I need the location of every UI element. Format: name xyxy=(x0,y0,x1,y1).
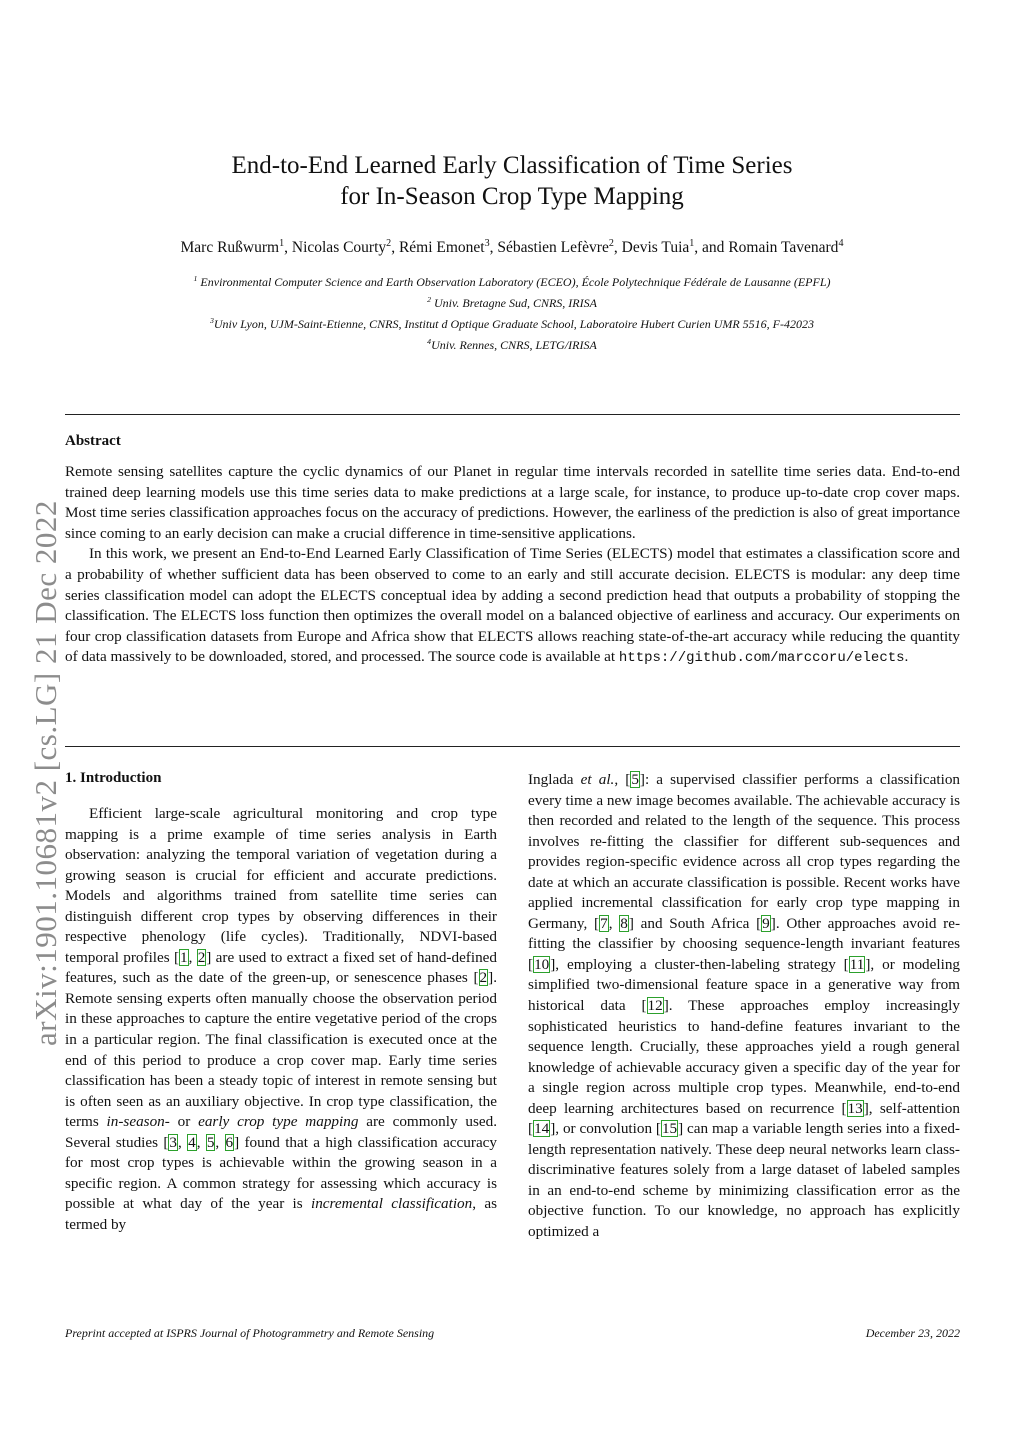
emphasized-text: early crop type mapping xyxy=(198,1113,359,1131)
affiliation-line xyxy=(0,312,1024,333)
affiliation-number: 4 xyxy=(427,337,432,346)
abstract-paragraph-2-text: In this work, we present an End-to-End Learned Early Classification of Time Series (ELECTS) model that estimates a classification score and a probability of whether sufficient data has been observed to come to an early and still accurate decision. ELECTS is modular: any deep time series classification model can adopt the ELECTS conceptual idea by adding a second prediction head that outputs a probability of stopping the classification. The ELECTS loss function then optimizes the overall model on a balanced objective of earliness and accuracy. Our experiments on four crop classification datasets from Europe and Africa show that ELECTS allows reaching state-of-the-art accuracy while reducing the quantity of data massively to be downloaded, stored, and processed. The source code is available at xyxy=(65,545,960,666)
citation-link[interactable]: 13 xyxy=(847,1099,863,1117)
body-text: ], or convolution [ xyxy=(550,1120,661,1138)
bottom-rule xyxy=(65,746,960,747)
body-text: ] can map a variable length series into a fixed-length representation natively. These deep neural networks learn class-discriminative features solely from a large dataset of labeled samples in an end-to-end scheme by minimizing classification error as the objective function. To our knowledge, no approach has explicitly optimized a xyxy=(528,1120,960,1241)
citation-link[interactable]: 1 xyxy=(180,948,188,966)
affiliation-text: Univ. Rennes, CNRS, LETG/IRISA xyxy=(431,338,597,352)
author-name: Devis Tuia xyxy=(621,239,690,257)
body-text: ]. These approaches employ increasingly sophisticated heuristics to hand-define features invariant to the sequence length. Crucially, these approaches yield a rough general knowledge of achievable accuracy given a specific day of the year for a single region across multiple crop types. Meanwhile, end-to-end deep learning architectures based on recurrence [ xyxy=(528,997,960,1117)
body-text: are commonly used. Several studies [ xyxy=(65,1113,497,1151)
author-affiliation-mark: 2 xyxy=(608,238,614,249)
body-text: , xyxy=(188,948,197,966)
citation-link[interactable]: 11 xyxy=(849,955,865,973)
arxiv-stamp: arXiv:1901.10681v2 [cs.LG] 21 Dec 2022 xyxy=(28,500,63,1046)
emphasized-text: et al. xyxy=(580,771,615,788)
section-heading-introduction: 1. Introduction xyxy=(65,770,162,786)
author-separator: , and xyxy=(694,239,729,257)
author-name: Romain Tavenard xyxy=(728,239,839,257)
author-affiliation-mark: 4 xyxy=(838,238,844,249)
citation-link[interactable]: 2 xyxy=(479,969,488,987)
citation-link[interactable]: 14 xyxy=(534,1120,550,1138)
abstract-paragraph-1: Remote sensing satellites capture the cyclic dynamics of our Planet in regular time intervals recorded in satellite time series data. End-to-end trained deep learning models use this time series data to make predictions at a large scale, for instance, to produce up-to-date crop cover maps. Most time series classification approaches focus on the accuracy of predictions. However, the earliness of the prediction is also of great importance since coming to an early decision can make a crucial difference in time-sensitive applications. xyxy=(65,463,960,542)
body-text: ] and South Africa [ xyxy=(628,914,762,932)
affiliation-list xyxy=(0,270,1024,354)
top-rule xyxy=(65,414,960,415)
citation-link[interactable]: 2 xyxy=(197,948,206,966)
body-text: ]: a supervised classifier performs a classification every time a new image becomes available. The achievable accuracy is then recorded and related to the length of the sequence. This process involves re-fitting the classifier for different sub-sequences and provides region-specific evidence across all crop types regarding the date at which an accurate classification is possible. Recent works have applied incremental classification for early crop type mapping in Germany, [ xyxy=(528,771,961,932)
author-name: Nicolas Courty xyxy=(291,239,387,257)
author-list xyxy=(0,238,1024,257)
affiliation-line xyxy=(0,333,1024,354)
body-text: Inglada xyxy=(528,771,581,788)
affiliation-text: Environmental Computer Science and Earth Observation Laboratory (ECEO), École Polytechnique Fédérale de Lausanne (EPFL) xyxy=(197,275,831,289)
body-text: ] found that a high classification accuracy for most crop types is achievable within the growing season in a specific region. A common strategy for assessing which accuracy is possible at what day of the year is xyxy=(65,1133,498,1213)
author-name: Sébastien Lefèvre xyxy=(497,239,609,257)
author-separator: , xyxy=(284,239,292,257)
paper-title xyxy=(0,150,1024,212)
citation-link[interactable]: 10 xyxy=(534,955,550,973)
abstract-body xyxy=(65,462,960,669)
affiliation-number: 2 xyxy=(427,295,431,304)
citation-link[interactable]: 3 xyxy=(169,1133,177,1151)
author-name: Marc Rußwurm xyxy=(180,239,280,257)
emphasized-text: in-season- xyxy=(106,1113,170,1131)
body-text: ]. Remote sensing experts often manually choose the observation period in these approaches to capture the entire vegetative period of the crops in a particular region. The final classification is executed once at the end of this period to produce a crop cover map. Early time series classification has been a steady topic of interest in remote sensing but is often seen as an auxiliary objective. In crop type classification, the terms xyxy=(65,969,497,1131)
author-separator: , xyxy=(613,239,622,257)
body-text: ] are used to extract a fixed set of hand-defined features, such as the date of the green-up, or senescence phases [ xyxy=(65,948,498,987)
left-column-text xyxy=(65,804,497,1235)
citation-link[interactable]: 4 xyxy=(188,1133,196,1151)
title-line-2: for In-Season Crop Type Mapping xyxy=(340,183,684,210)
abstract-heading: Abstract xyxy=(65,433,121,449)
abstract-paragraph-2 xyxy=(65,544,960,669)
author-affiliation-mark: 1 xyxy=(689,238,695,249)
citation-link[interactable]: 12 xyxy=(647,997,663,1015)
affiliation-number: 3 xyxy=(209,316,214,325)
author-name: Rémi Emonet xyxy=(398,239,485,257)
body-text: Efficient large-scale agricultural monitoring and crop type mapping is a prime example of time series analysis in Earth observation: analyzing the temporal variation of vegetation during a growing season is crucial for efficient and accurate predictions. Models and algorithms trained from satellite time series can distinguish different crop types by observing differences in their respective phenology (life cycles). Traditionally, NDVI-based temporal profiles [ xyxy=(65,805,497,966)
citation-link[interactable]: 9 xyxy=(762,914,770,932)
body-text: , as termed by xyxy=(65,1195,497,1233)
emphasized-text: incremental classification xyxy=(310,1195,473,1213)
body-text: ], employing a cluster-then-labeling strategy [ xyxy=(550,955,849,973)
body-text: ], self-attention [ xyxy=(528,1099,960,1138)
affiliation-line xyxy=(0,270,1024,291)
citation-link[interactable]: 7 xyxy=(600,914,608,932)
body-text: ], or modeling simplified two-dimensional feature space in a generative way from historical data [ xyxy=(528,955,961,1015)
affiliation-line xyxy=(0,291,1024,312)
body-text: , xyxy=(608,914,620,932)
author-affiliation-mark: 1 xyxy=(279,238,285,249)
body-text: , xyxy=(196,1133,206,1151)
footer-journal-note: Preprint accepted at ISPRS Journal of Photogrammetry and Remote Sensing xyxy=(65,1326,435,1340)
source-code-link[interactable]: https://github.com/marccoru/elects xyxy=(618,650,905,667)
citation-link[interactable]: 5 xyxy=(206,1133,215,1151)
author-affiliation-mark: 3 xyxy=(484,238,490,249)
body-text: , xyxy=(215,1133,225,1151)
body-text: ]. Other approaches avoid re-fitting the classifier by choosing sequence-length invariant features [ xyxy=(528,914,961,973)
affiliation-text: Univ Lyon, UJM-Saint-Etienne, CNRS, Institut d Optique Graduate School, Laboratoire Hubert Curien UMR 5516, F-42023 xyxy=(213,317,815,331)
citation-link[interactable]: 15 xyxy=(661,1120,678,1138)
author-separator: , xyxy=(391,239,399,257)
abstract-end: . xyxy=(904,648,909,666)
title-line-1: End-to-End Learned Early Classification of Time Series xyxy=(231,152,793,179)
body-text: or xyxy=(169,1113,199,1131)
author-separator: , xyxy=(489,239,498,257)
citation-link[interactable]: 8 xyxy=(620,914,628,932)
affiliation-text: Univ. Bretagne Sud, CNRS, IRISA xyxy=(430,296,597,310)
citation-link[interactable]: 5 xyxy=(631,771,639,788)
body-text: , xyxy=(178,1133,188,1151)
footer-date: December 23, 2022 xyxy=(865,1326,960,1340)
right-column-text xyxy=(528,770,960,1243)
citation-link[interactable]: 6 xyxy=(225,1133,234,1151)
author-affiliation-mark: 2 xyxy=(386,238,392,249)
body-text: , [ xyxy=(614,771,631,788)
affiliation-number: 1 xyxy=(193,274,198,283)
